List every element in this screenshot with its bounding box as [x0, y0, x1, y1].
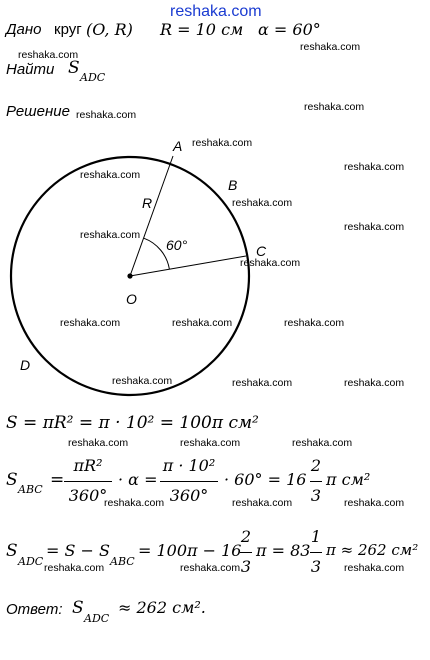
watermark: reshaka.com: [76, 109, 137, 121]
watermark: reshaka.com: [172, 317, 233, 329]
f3-m2-line: [310, 552, 322, 553]
f2-mixed-den: 3: [310, 486, 322, 505]
f2-frac1-den: 360°: [68, 486, 108, 505]
f2-sub: ABC: [18, 483, 43, 496]
given-radius: R = 10 см: [160, 20, 244, 39]
watermark: reshaka.com: [232, 377, 293, 389]
watermark: reshaka.com: [344, 562, 405, 574]
answer-label: Ответ:: [6, 601, 63, 618]
watermark: reshaka.com: [112, 375, 173, 387]
watermark: reshaka.com: [180, 562, 241, 574]
watermark: reshaka.com: [232, 197, 293, 209]
given-circle-word: круг: [54, 21, 82, 38]
point-B-label: B: [228, 177, 238, 193]
angle-label: 60°: [166, 237, 188, 253]
answer-S: S: [72, 598, 84, 618]
radius-OC: [130, 256, 246, 276]
find-label: Найти: [6, 61, 55, 78]
watermark: reshaka.com: [104, 497, 165, 509]
watermark: reshaka.com: [284, 317, 345, 329]
f3-eq1: = S − S: [46, 541, 110, 560]
watermark: reshaka.com: [18, 49, 79, 61]
f2-frac1-line: [64, 481, 112, 482]
watermark: reshaka.com: [80, 229, 141, 241]
site-title[interactable]: reshaka.com: [170, 3, 262, 20]
f3-sub2: ABC: [110, 555, 135, 568]
watermark: reshaka.com: [180, 437, 241, 449]
solution-label: Решение: [6, 103, 70, 120]
point-A-label: A: [173, 138, 183, 154]
f3-sub1: ADC: [18, 555, 44, 568]
f3-part1: = 100π − 16: [138, 541, 242, 560]
point-O-label: O: [126, 291, 137, 307]
f2-times60: · 60° = 16: [224, 470, 307, 489]
f2-eq: =: [50, 470, 65, 490]
watermark: reshaka.com: [80, 169, 141, 181]
f2-mixed-num: 2: [310, 456, 322, 475]
f2-times-alpha: · α =: [118, 470, 158, 489]
watermark: reshaka.com: [344, 497, 405, 509]
answer-value: ≈ 262 см².: [118, 598, 206, 617]
answer-sub: ADC: [84, 612, 110, 625]
given-alpha: α = 60°: [258, 20, 321, 39]
f2-mixed-line: [310, 481, 322, 482]
given-label: Дано: [6, 21, 42, 38]
f3-part2: π = 83: [256, 541, 311, 560]
f3-m2-den: 3: [310, 557, 322, 576]
watermark: reshaka.com: [44, 562, 105, 574]
f3-m1-line: [240, 552, 252, 553]
watermark: reshaka.com: [192, 137, 253, 149]
radius-label: R: [142, 195, 153, 211]
point-D-label: D: [20, 357, 31, 373]
watermark: reshaka.com: [344, 377, 405, 389]
watermark: reshaka.com: [344, 221, 405, 233]
f3-m1-num: 2: [240, 527, 252, 546]
watermark: reshaka.com: [304, 101, 365, 113]
f3-part3: π ≈ 262 см²: [326, 541, 419, 559]
watermark: reshaka.com: [300, 41, 361, 53]
watermark: reshaka.com: [60, 317, 121, 329]
center-point: [127, 273, 132, 278]
given-circle-notation: (O, R): [86, 20, 133, 39]
f2-frac2-num: π · 10²: [162, 456, 216, 475]
f3-S1: S: [6, 541, 18, 561]
watermark: reshaka.com: [292, 437, 353, 449]
point-C-label: C: [256, 243, 267, 259]
f2-frac1-num: πR²: [73, 456, 103, 475]
f2-S: S: [6, 470, 18, 490]
find-S: S: [68, 58, 80, 78]
formula-area-circle: S = πR² = π · 10² = 100π см²: [6, 413, 259, 433]
find-sub: ADC: [80, 71, 106, 84]
f2-frac2-den: 360°: [169, 486, 209, 505]
f3-m1-den: 3: [240, 557, 252, 576]
watermark: reshaka.com: [68, 437, 129, 449]
watermark: reshaka.com: [232, 497, 293, 509]
watermark: reshaka.com: [240, 257, 301, 269]
f2-frac2-line: [160, 481, 218, 482]
f3-m2-num: 1: [310, 527, 322, 546]
watermark: reshaka.com: [344, 161, 405, 173]
f2-tail: π см²: [326, 470, 371, 489]
